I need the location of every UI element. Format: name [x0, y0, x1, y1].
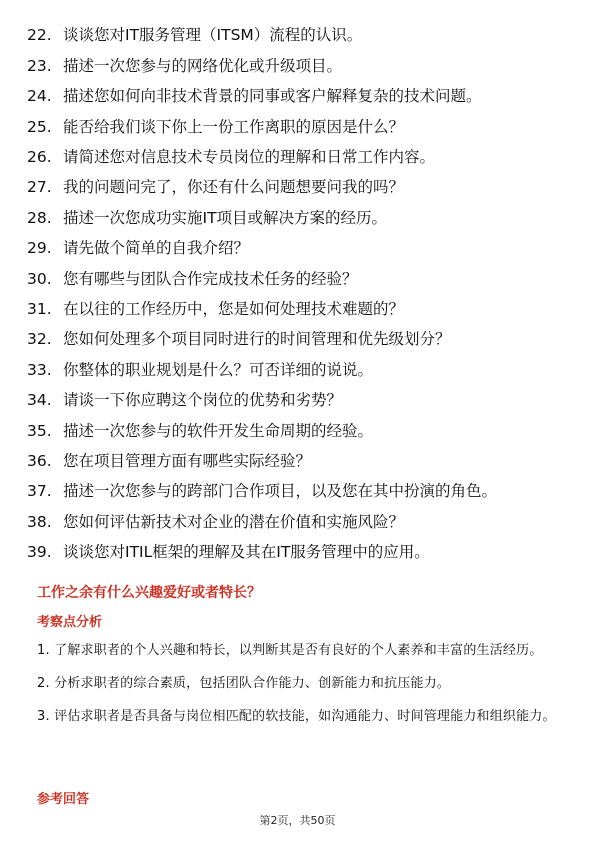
question-text: 描述一次您参与的软件开发生命周期的经验。 [63, 421, 374, 440]
question-number: 33. [27, 360, 52, 379]
question-text: 能否给我们谈下你上一份工作离职的原因是什么？ [63, 117, 405, 136]
list-item [27, 51, 572, 81]
question-text: 请先做个简单的自我介绍？ [63, 239, 250, 258]
question-text: 描述一次您参与的网络优化或升级项目。 [63, 56, 343, 75]
list-item [27, 507, 572, 537]
question-number: 23. [27, 56, 52, 75]
analysis-item: 3. 评估求职者是否具备与岗位相匹配的软技能，如沟通能力、时间管理能力和组织能力。 [37, 709, 556, 724]
list-item [27, 21, 572, 51]
list-item [27, 112, 572, 142]
question-text: 描述一次您成功实施IT项目或解决方案的经历。 [63, 208, 388, 227]
question-text: 您在项目管理方面有哪些实际经验？ [63, 451, 312, 470]
question-text: 谈谈您对ITIL框架的理解及其在IT服务管理中的应用。 [63, 543, 430, 562]
analysis-item: 2. 分析求职者的综合素质，包括团队合作能力、创新能力和抗压能力。 [37, 676, 451, 691]
question-text: 描述您如何向非技术背景的同事或客户解释复杂的技术问题。 [63, 87, 482, 106]
list-item [27, 538, 572, 568]
question-number: 37. [27, 482, 52, 501]
question-number: 26. [27, 148, 52, 166]
reference-answer-heading: 参考回答 [37, 792, 90, 807]
question-number: 35. [27, 421, 52, 440]
list-item [27, 143, 572, 173]
list-item [27, 325, 572, 355]
question-text: 请谈一下你应聘这个岗位的优势和劣势？ [63, 391, 343, 410]
question-text: 我的问题问完了，你还有什么问题想要问我的吗？ [63, 178, 405, 197]
list-item [27, 386, 572, 416]
question-text: 描述一次您参与的跨部门合作项目，以及您在其中扮演的角色。 [63, 482, 498, 501]
question-number: 27. [27, 178, 52, 197]
question-number: 29. [27, 239, 52, 258]
question-text: 在以往的工作经历中，您是如何处理技术难题的？ [63, 299, 405, 318]
question-text: 您如何处理多个项目同时进行的时间管理和优先级划分？ [63, 330, 451, 349]
question-number: 22. [27, 26, 52, 45]
question-number: 39. [27, 543, 52, 562]
list-item [27, 203, 572, 233]
question-list [27, 21, 572, 568]
question-number: 38. [27, 512, 52, 531]
list-item [27, 355, 572, 385]
list-item [27, 295, 572, 325]
list-item [27, 82, 572, 112]
list-item [27, 416, 572, 446]
question-text: 请简述您对信息技术专员岗位的理解和日常工作内容。 [63, 148, 436, 166]
list-item [27, 264, 572, 294]
question-text: 谈谈您对IT服务管理（ITSM）流程的认识。 [63, 26, 363, 45]
section-title: 工作之余有什么兴趣爱好或者特长？ [37, 585, 261, 601]
question-number: 34. [27, 391, 52, 410]
question-number: 25. [27, 117, 52, 136]
list-item [27, 234, 572, 264]
question-number: 24. [27, 87, 52, 106]
question-number: 30. [27, 269, 52, 288]
analysis-item: 1. 了解求职者的个人兴趣和特长，以判断其是否有良好的个人素养和丰富的生活经历。 [37, 643, 543, 658]
question-number: 36. [27, 451, 52, 470]
question-number: 28. [27, 208, 52, 227]
question-text: 你整体的职业规划是什么？可否详细的说说。 [63, 360, 374, 379]
question-number: 32. [27, 330, 52, 349]
analysis-list [37, 638, 560, 737]
question-text: 您有哪些与团队合作完成技术任务的经验？ [63, 269, 358, 288]
page-number: 第2页，共50页 [259, 814, 336, 827]
analysis-heading: 考察点分析 [37, 615, 103, 630]
list-item [27, 477, 572, 507]
list-item [27, 446, 572, 476]
list-item [27, 173, 572, 203]
question-number: 31. [27, 299, 52, 318]
question-text: 您如何评估新技术对企业的潜在价值和实施风险？ [63, 512, 405, 531]
